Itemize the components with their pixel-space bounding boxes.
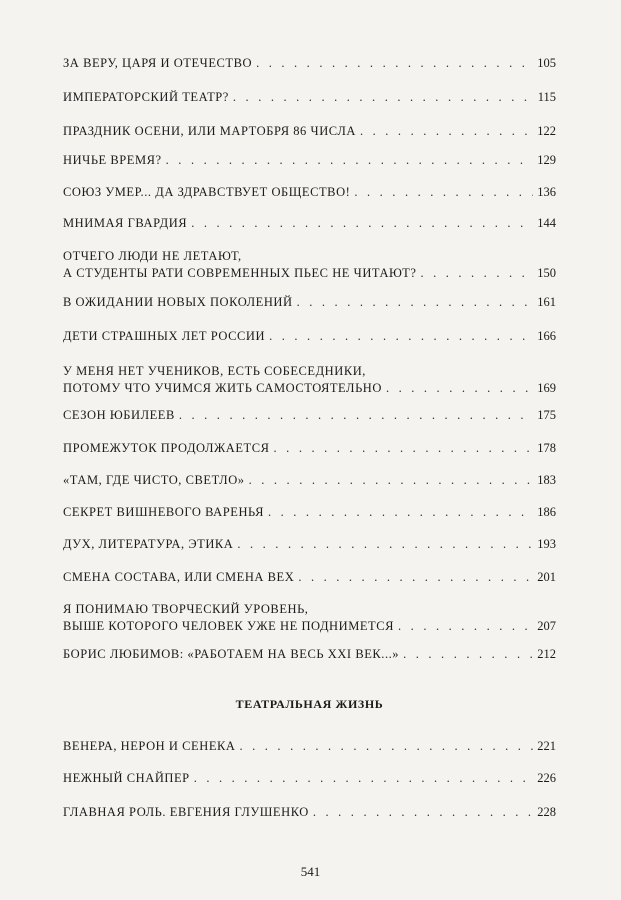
dot-leader (313, 804, 533, 821)
toc-entry-title: «ТАМ, ГДЕ ЧИСТО, СВЕТЛО» (63, 473, 245, 487)
toc-entry-page: 105 (537, 56, 556, 70)
toc-entry-page: 166 (537, 329, 556, 343)
toc-entry-title: А СТУДЕНТЫ РАТИ СОВРЕМЕННЫХ ПЬЕС НЕ ЧИТАЮТ? (63, 266, 417, 280)
dot-leader (239, 738, 533, 755)
dot-leader (191, 215, 533, 232)
toc-entry (63, 294, 556, 311)
toc-entry (63, 215, 556, 232)
dot-leader (194, 770, 534, 787)
toc-entry-page: 169 (537, 381, 556, 395)
toc-entry-title: ПОТОМУ ЧТО УЧИМСЯ ЖИТЬ САМОСТОЯТЕЛЬНО (63, 381, 382, 395)
toc-entry-page: 193 (537, 537, 556, 551)
toc-entry-title: ЗА ВЕРУ, ЦАРЯ И ОТЕЧЕСТВО (63, 56, 253, 70)
toc-entry-title: ПРОМЕЖУТОК ПРОДОЛЖАЕТСЯ (63, 441, 270, 455)
toc-entry (63, 770, 556, 787)
toc-entry-page: 226 (537, 771, 556, 785)
toc-entry-page: 212 (537, 647, 556, 661)
toc-entry-title: МНИМАЯ ГВАРДИЯ (63, 216, 188, 230)
toc-entry-title: ПРАЗДНИК ОСЕНИ, ИЛИ МАРТОБРЯ 86 ЧИСЛА (63, 124, 356, 138)
toc-entry-title: ГЛАВНАЯ РОЛЬ. ЕВГЕНИЯ ГЛУШЕНКО (63, 805, 309, 819)
toc-entry (63, 536, 556, 553)
toc-entry-title: ВЫШЕ КОТОРОГО ЧЕЛОВЕК УЖЕ НЕ ПОДНИМЕТСЯ (63, 619, 395, 633)
toc-entry-title: НЕЖНЫЙ СНАЙПЕР (63, 771, 190, 785)
toc-entry (63, 601, 556, 635)
toc-entry-title: В ОЖИДАНИИ НОВЫХ ПОКОЛЕНИЙ (63, 295, 293, 309)
toc-entry-page: 122 (537, 124, 556, 138)
dot-leader (179, 407, 533, 424)
toc-entry-page: 150 (537, 266, 556, 280)
toc-entry (63, 184, 556, 201)
dot-leader (386, 380, 533, 397)
toc-entry-title-line: ОТЧЕГО ЛЮДИ НЕ ЛЕТАЮТ, (63, 249, 242, 263)
toc-entry-page: 207 (537, 619, 556, 633)
toc-entry (63, 569, 556, 586)
dot-leader (298, 569, 533, 586)
toc-entry-page: 129 (537, 153, 556, 167)
dot-leader (249, 472, 534, 489)
toc-entry (63, 472, 556, 489)
dot-leader (237, 536, 533, 553)
toc-entry (63, 738, 556, 755)
toc-entry-title: ДЕТИ СТРАШНЫХ ЛЕТ РОССИИ (63, 329, 266, 343)
toc-entry (63, 248, 556, 282)
toc-entry-title: СЕКРЕТ ВИШНЕВОГО ВАРЕНЬЯ (63, 505, 264, 519)
page-number: 541 (300, 864, 321, 879)
toc-entry (63, 440, 556, 457)
dot-leader (420, 265, 533, 282)
toc-entry (63, 504, 556, 521)
toc-entry (63, 646, 556, 663)
dot-leader (354, 184, 533, 201)
toc-entry (63, 55, 556, 72)
dot-leader (256, 55, 533, 72)
dot-leader (269, 328, 533, 345)
toc-entry-page: 136 (537, 185, 556, 199)
dot-leader (166, 152, 534, 169)
toc-entry-page: 144 (537, 216, 556, 230)
toc-entry-page: 221 (537, 739, 556, 753)
toc-entry-page: 178 (537, 441, 556, 455)
toc-entry-title: БОРИС ЛЮБИМОВ: «РАБОТАЕМ НА ВЕСЬ XXI ВЕК...» (63, 647, 400, 661)
toc-entry-page: 175 (537, 408, 556, 422)
dot-leader (268, 504, 533, 521)
toc-entry-title: НИЧЬЕ ВРЕМЯ? (63, 153, 162, 167)
toc-entry-page: 115 (537, 90, 556, 104)
toc-entry-title-line: Я ПОНИМАЮ ТВОРЧЕСКИЙ УРОВЕНЬ, (63, 602, 309, 616)
dot-leader (360, 123, 533, 140)
dot-leader (398, 618, 533, 635)
toc-entry (63, 89, 556, 106)
toc-entry (63, 123, 556, 140)
toc-entry-title: СМЕНА СОСТАВА, ИЛИ СМЕНА ВЕХ (63, 570, 295, 584)
section-heading: ТЕАТРАЛЬНАЯ ЖИЗНЬ (235, 697, 384, 711)
toc-entry-title: ВЕНЕРА, НЕРОН И СЕНЕКА (63, 739, 236, 753)
dot-leader (274, 440, 534, 457)
toc-entry (63, 152, 556, 169)
toc-entry-page: 201 (537, 570, 556, 584)
toc-entry-page: 228 (537, 805, 556, 819)
toc-entry-page: 161 (537, 295, 556, 309)
toc-entry-title: СЕЗОН ЮБИЛЕЕВ (63, 408, 175, 422)
toc-entry (63, 363, 556, 397)
dot-leader (233, 89, 534, 106)
toc-entry-title: ДУХ, ЛИТЕРАТУРА, ЭТИКА (63, 537, 234, 551)
toc-entry (63, 407, 556, 424)
toc-entry-title-line: У МЕНЯ НЕТ УЧЕНИКОВ, ЕСТЬ СОБЕСЕДНИКИ, (63, 364, 366, 378)
toc-entry (63, 804, 556, 821)
dot-leader (297, 294, 534, 311)
dot-leader (403, 646, 533, 663)
toc-entry-title: СОЮЗ УМЕР... ДА ЗДРАВСТВУЕТ ОБЩЕСТВО! (63, 185, 351, 199)
toc-entry-title: ИМПЕРАТОРСКИЙ ТЕАТР? (63, 90, 229, 104)
toc-entry-page: 186 (537, 505, 556, 519)
toc-entry-page: 183 (537, 473, 556, 487)
toc-entry (63, 328, 556, 345)
